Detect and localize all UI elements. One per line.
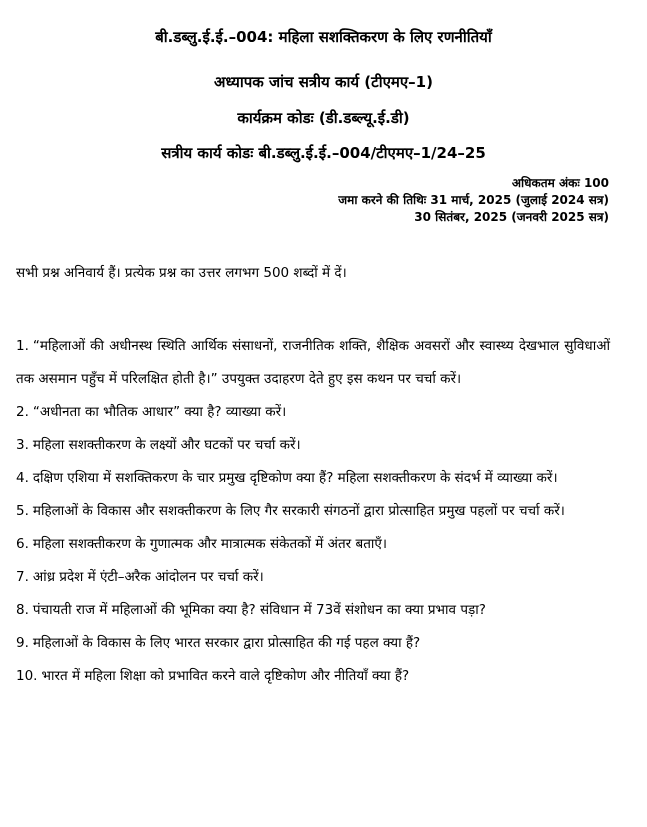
max-marks: अधिकतम अंकः 100 xyxy=(511,176,609,190)
question-text: महिलाओं के विकास और सशक्तीकरण के लिए गैर सरकारी संगठनों द्वारा प्रोत्साहित प्रमुख पहलों पर चर्चा करें। xyxy=(32,503,565,519)
question-number: 2. xyxy=(16,404,29,420)
question-text: भारत में महिला शिक्षा को प्रभावित करने वाले दृष्टिकोण और नीतियाँ क्या हैं? xyxy=(41,668,410,684)
question-number: 10. xyxy=(16,668,38,684)
question-text: दक्षिण एशिया में सशक्तिकरण के चार प्रमुख दृष्टिकोण क्या हैं? महिला सशक्तीकरण के संदर्भ में व्याख्या करें। xyxy=(32,470,558,486)
question-item xyxy=(16,330,610,396)
question-number: 7. xyxy=(16,569,29,585)
question-text: “महिलाओं की अधीनस्थ स्थिति आर्थिक संसाधनों, राजनीतिक शक्ति, शैक्षिक अवसरों और स्वास्थ्य देखभाल सुविधाओं तक असमान पहुँच में परिलक्षित होती है।” उपयुक्त उदाहरण देते हुए इस कथन पर चर्चा करें। xyxy=(16,338,610,387)
question-text: महिला सशक्तीकरण के लक्ष्यों और घटकों पर चर्चा करें। xyxy=(32,437,301,453)
assignment-code: सत्रीय कार्य कोडः बी.डब्लु.ई.ई.–004/टीएमए–1/24–25 xyxy=(161,144,486,162)
question-item xyxy=(16,495,610,528)
question-text: महिलाओं के विकास के लिए भारत सरकार द्वारा प्रोत्साहित की गई पहल क्या हैं? xyxy=(32,635,421,651)
due-date-january-session: 30 सितंबर, 2025 (जनवरी 2025 सत्र) xyxy=(414,210,609,224)
assignment-meta xyxy=(338,175,609,226)
question-list xyxy=(16,330,610,693)
question-number: 9. xyxy=(16,635,29,651)
question-number: 3. xyxy=(16,437,29,453)
question-item xyxy=(16,429,610,462)
question-item xyxy=(16,627,610,660)
question-item xyxy=(16,660,610,693)
question-item xyxy=(16,528,610,561)
question-text: आंध्र प्रदेश में एंटी–अरैक आंदोलन पर चर्चा करें। xyxy=(32,569,264,585)
due-date-july-session: जमा करने की तिथिः 31 मार्च, 2025 (जुलाई 2024 सत्र) xyxy=(338,193,609,207)
programme-code: कार्यक्रम कोडः (डी.डब्ल्यू.ई.डी) xyxy=(237,109,410,127)
question-number: 8. xyxy=(16,602,29,618)
question-item xyxy=(16,396,610,429)
question-number: 5. xyxy=(16,503,29,519)
question-item xyxy=(16,561,610,594)
question-number: 1. xyxy=(16,338,29,354)
question-item xyxy=(16,462,610,495)
question-text: पंचायती राज में महिलाओं की भूमिका क्या है? संविधान में 73वें संशोधन का क्या प्रभाव पड़ा? xyxy=(32,602,486,618)
course-title: बी.डब्लु.ई.ई.–004: महिला सशक्तिकरण के लिए रणनीतियाँ xyxy=(155,28,492,46)
question-number: 6. xyxy=(16,536,29,552)
question-item xyxy=(16,594,610,627)
question-number: 4. xyxy=(16,470,29,486)
assignment-name: अध्यापक जांच सत्रीय कार्य (टीएमए–1) xyxy=(214,73,433,91)
instructions: सभी प्रश्न अनिवार्य हैं। प्रत्येक प्रश्न का उत्तर लगभग 500 शब्दों में दें। xyxy=(16,265,347,281)
question-text: महिला सशक्तीकरण के गुणात्मक और मात्रात्मक संकेतकों में अंतर बताएँ। xyxy=(32,536,387,552)
question-text: “अधीनता का भौतिक आधार” क्या है? व्याख्या करें। xyxy=(32,404,287,420)
